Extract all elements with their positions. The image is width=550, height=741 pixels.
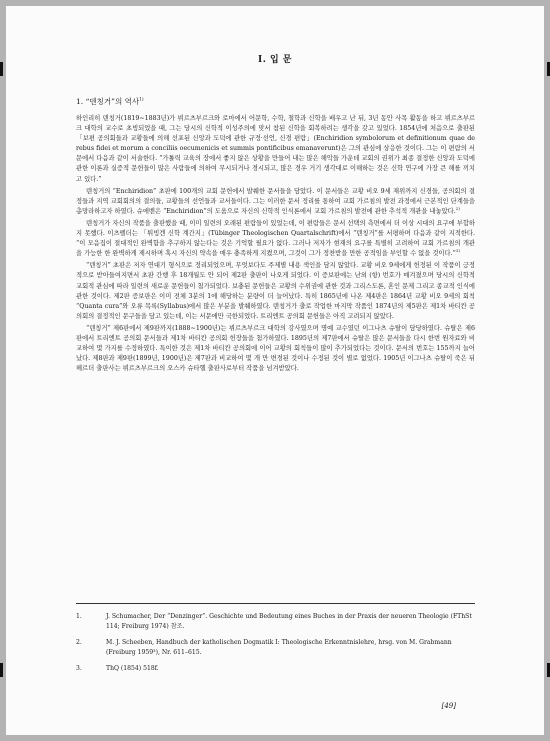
- footnote-number: 2.: [76, 639, 82, 646]
- footnote-ref: 1): [139, 97, 144, 103]
- footnote-ref: 2): [455, 205, 460, 211]
- paragraph-text: 덴칭거의 “Enchiridion” 초판에 100개의 교회 문헌에서 발췌한 문서들을 담았다. 이 문서들은 교황 비오 9세 재위까지 신경들, 공의회의 결정들과 지역 교회회의의 결의들, 교황들의 선언들과 교서들이다. 그는 이러한 문서 정리를 통하여 교회 가르침의 발전 과정에서 근본적인 단계들을 총망라하고자 하였다. 슈에벤은 “Enchiridion”의 도움으로 자신의 신학적 인식론에서 교회 가르침의 발전에 관한 추석적 개관을 내놓았다.: [76, 187, 475, 215]
- paragraph-text: 덴칭거가 자신의 작품을 출판했을 때, 이미 일련의 오래된 편람들이 있었는데, 이 편람들은 문서 선택의 측면에서 더 이상 시대의 요구에 부합하지 못했다. 이츠펠더는 「튀빙겐 신학 계간지」(Tübinger Theologischen Quartalschrift)에서 “덴칭거”를 서평하며 다음과 같이 지적한다. “이 모음집이 절대적인 완벽함을 추구하지 않는다는 것은 기억할 필요가 없다. 그러나 저자가 현재의 요구를 특별히 고려하여 교회 가르침의 개관을 가능한 한 완벽하게 제시하며 혹시 자신의 약속을 매우 충족하게 지켰으며, 그것이 그가 정찬받을 만한 공적임을 부인할 수 없을 것이다.”: [76, 219, 475, 258]
- footnote-text: M. J. Scheeben, Handbuch der katholischen Dogmatik I: Theologische Erkenntnislehre, hrsg. von M. Grabmann (Freiburg 1959³), Nr. 611–615.: [106, 639, 452, 656]
- footnote-text: J. Schumacher, Der “Denzinger”. Geschichte und Bedeutung eines Buches in der Praxis der neueren Theologie (FThSt 114; Freiburg 1974) 참조.: [106, 613, 472, 630]
- footnote: [76, 612, 475, 632]
- paragraph-text: “덴칭거” 초판은 저자 연대기 형식으로 정리되었으며, 무엇보다도 주제별 내용 색인을 담지 않았다. 교황 비오 9세에게 헌정된 이 작품이 긍정적으로 받아들여지면서 초판 간행 후 18개월도 안 되어 제2판 출판이 나오게 되었다. 이 증보판에는 난외 (항) 번호가 매겨졌으며 당시의 신학적 교회적 관심에 따라 일련의 새로운 문헌들이 첨가되었다. 보충된 문헌들은 교황의 수위권에 관한 것과 그리스도론, 혼인 문제 그리고 종교적 인식에 관한 것이다. 제2판 증보판은 이미 전체 3분의 1에 해당하는 분량이 더 늘어났다. 특히 1865년에 나온 제4판은 1864년 교황 비오 9세의 회칙 “Quanta cura”와 오류 목록(Syllabus)에서 많은 부분을 발췌하였다. 덴칭거가 출로 작업한 마지막 작품인 1874년의 제5판은 제1차 바티칸 공의회의 결정적인 문구들을 담고 있는데, 이는 서문에만 국한되었다. 트리엔트 공의회 문헌들은 아직 고려되지 않았다.: [76, 262, 475, 320]
- paragraph: [76, 261, 475, 322]
- footnote-number: 3.: [76, 665, 82, 672]
- section-heading-text: 1. “덴칭거”의 역사: [76, 97, 140, 106]
- paragraph: [76, 324, 475, 374]
- footnote-divider: [76, 603, 475, 604]
- footnote-number: 1.: [76, 613, 82, 620]
- book-page: [6, 6, 544, 735]
- footnote-ref: 3): [455, 248, 460, 254]
- footnote: [76, 664, 475, 674]
- paragraph: [76, 114, 475, 185]
- paragraph-text: “덴칭거” 제6판에서 제9판까지(1888~1900년)는 뷔르츠부르크 대학의 강사였으며 명예 교수였던 이그나츠 슈탈이 담당하였다. 슈탈은 제6판에서 트리엔트 공의회 문서들과 제1차 바티칸 공의회 헌장들을 첨가하였다. 1895년의 제7판에서 슈탈은 많은 문서들을 다시 한번 원자료와 비교하여 몇 가지를 수정하였다. 특이한 것은 제1차 바티칸 공의회에 이어 교황의 회칙들이 많이 추가되었다는 것이다. 문서의 번호는 155까지 늘어났다. 제8판과 제9판(1899년, 1900년)은 제7판과 비교하여 몇 개 만 변경된 것이나 수정된 것이 별로 없었다. 1905년 이그나츠 슈탈이 죽은 뒤 헤르더 출판사는 뷔르츠부르크의 오스카 슈타헬 출판사로부터 작품을 넘겨받았다.: [76, 324, 475, 373]
- paragraph: [76, 219, 475, 259]
- footnote: [76, 638, 475, 658]
- chapter-title: I. 입 문: [258, 55, 292, 65]
- body-text: [76, 114, 475, 374]
- footnote-text: ThQ (1854) 518f.: [106, 665, 159, 672]
- section-heading: [76, 96, 144, 107]
- crop-mark: [0, 62, 3, 76]
- paragraph-text: 하인리히 덴칭거(1819~1883년)가 뷔르츠부르크와 로마에서 어문학, 수학, 철학과 신학을 배우고 난 뒤, 3년 동안 사목 활동을 하고 뷔르츠부르크 대학의 교수로 초빙되었을 때, 그는 당시의 신학적 이성주의에 맞서 참된 신학을 회복하려는 생각을 갖고 있었다. 1854년에 처음으로 출판된 「보편 공의회들과 교황들에 의해 선포된 신앙과 도덕에 관한 규정·선언, 신경 편람」(Enchiridion symbolorum et definitionum quae de rebus fidei et morum a conciliis oecumenicis et summis pontificibus emanaverunt)은 그의 관심에 상응한 것이다. 그는 이 편람의 서문에서 다음과 같이 서술한다. “가톨릭 교육의 장에서 좋지 않은 상황을 만들어 내는 많은 해악들 가운데 교회의 권위가 최종 결정한 신앙과 도덕에 관한 이론과 실증적 문헌들이 많은 사람들에 의하여 무시되거나 경시되고, 많은 경우 거기 생각대로 이해하는 것은 신학 연구에 가장 큰 해를 끼치고 있다.”: [76, 115, 475, 183]
- page-number: [49]: [441, 702, 456, 710]
- crop-mark: [0, 663, 3, 677]
- paragraph: [76, 187, 475, 217]
